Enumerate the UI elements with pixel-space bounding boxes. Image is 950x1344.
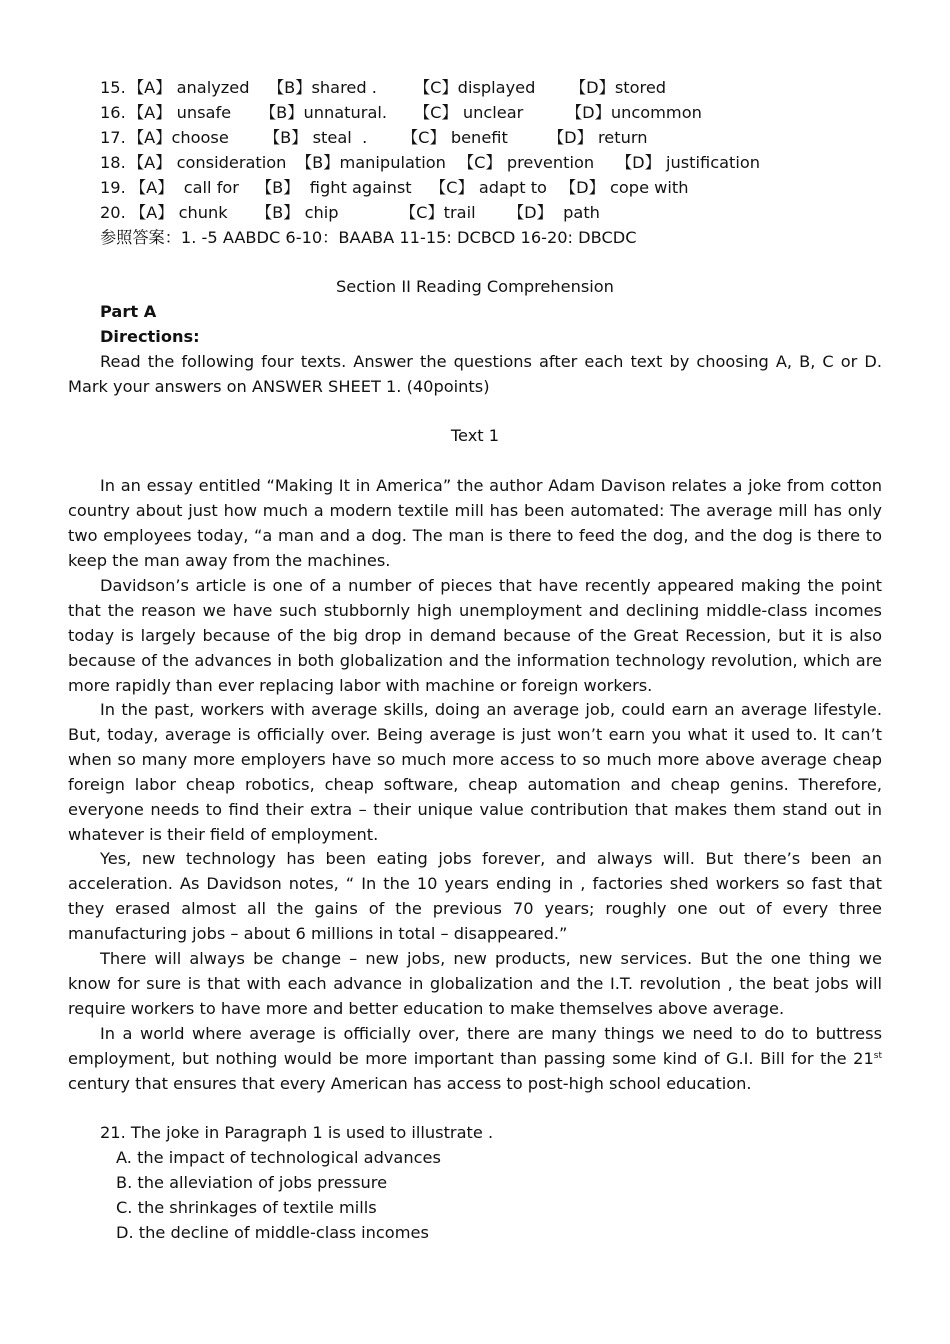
- cloze-option-d: 【D】uncommon: [566, 103, 702, 122]
- cloze-number: 20.: [100, 203, 126, 222]
- cloze-option-a: 【A】 consideration: [128, 153, 287, 172]
- section-title: Section II Reading Comprehension: [336, 277, 614, 296]
- cloze-number: 17.: [100, 128, 126, 147]
- cloze-row-18: [100, 150, 761, 175]
- part-title: Part A: [100, 302, 157, 321]
- cloze-number: 16.: [100, 103, 126, 122]
- cloze-option-a: 【A】 call for: [130, 178, 239, 197]
- passage-paragraph-3: In the past, workers with average skills, doing an average job, could earn an average lifestyle. But, today, average is officially over. Being average is just won’t earn you what it used to. It can’t when so many more employers have so much more access to so much more above average cheap foreign labor cheap robotics, cheap software, cheap automation and cheap genins. Therefore, everyone needs to find their extra – their unique value contribution that makes them stand out in whatever is their field of employment.: [68, 700, 882, 844]
- cloze-option-b: 【B】 fight against: [256, 178, 412, 197]
- passage-paragraph-5: There will always be change – new jobs, new products, new services. But the one thing we know for sure is that with each advance in globalization and the I.T. revolution , the beat jobs will require workers to have more and better education to make themselves above average.: [68, 949, 882, 1018]
- cloze-option-d: 【D】 path: [508, 203, 600, 222]
- text-title: Text 1: [450, 426, 500, 445]
- cloze-option-a: 【A】 analyzed: [128, 78, 250, 97]
- passage-paragraph-1: In an essay entitled “Making It in America” the author Adam Davison relates a joke from cotton country about just how much a modern textile mill has been automated: The average mill has only two employees today, “a man and a dog. The man is there to feed the dog, and the dog is there to keep the man away from the machines.: [68, 476, 882, 570]
- cloze-option-a: 【A】choose: [128, 128, 229, 147]
- cloze-option-a: 【A】 unsafe: [128, 103, 232, 122]
- cloze-option-b: 【B】 steal .: [264, 128, 368, 147]
- cloze-option-b: 【B】unnatural.: [260, 103, 388, 122]
- answer-key: 参照答案：1. -5 AABDC 6-10：BAABA 11-15: DCBCD 16-20: DBCDC: [100, 228, 637, 247]
- cloze-option-c: 【C】trail: [400, 203, 476, 222]
- cloze-option-c: 【C】 prevention: [458, 153, 595, 172]
- question-option-c: C. the shrinkages of textile mills: [116, 1198, 377, 1217]
- cloze-row-17: [100, 125, 648, 150]
- cloze-option-b: 【B】shared .: [268, 78, 377, 97]
- cloze-option-d: 【D】stored: [570, 78, 667, 97]
- passage-paragraph-2: Davidson’s article is one of a number of pieces that have recently appeared making the point that the reason we have such stubbornly high unemployment and declining middle-class incomes today is largely because of the big drop in demand because of the Great Recession, but it is also because of the advances in both globalization and the information technology revolution, which are more rapidly than ever replacing labor with machine or foreign workers.: [68, 576, 882, 695]
- cloze-option-a: 【A】 chunk: [130, 203, 228, 222]
- question-option-b: B. the alleviation of jobs pressure: [116, 1173, 388, 1192]
- cloze-option-d: 【D】 return: [548, 128, 648, 147]
- question-stem: 21. The joke in Paragraph 1 is used to illustrate .: [100, 1123, 494, 1142]
- cloze-option-c: 【C】displayed: [414, 78, 536, 97]
- directions-label: Directions:: [100, 327, 200, 346]
- ordinal-suffix: st: [873, 1051, 882, 1061]
- cloze-number: 15.: [100, 78, 126, 97]
- cloze-number: 19.: [100, 178, 126, 197]
- cloze-option-d: 【D】 cope with: [560, 178, 689, 197]
- cloze-row-20: [100, 200, 600, 225]
- cloze-row-19: [100, 175, 689, 200]
- cloze-option-c: 【C】 benefit: [402, 128, 508, 147]
- paragraph-text: century that ensures that every American has access to post-high school education.: [68, 1074, 752, 1093]
- cloze-option-b: 【B】 chip: [256, 203, 339, 222]
- cloze-number: 18.: [100, 153, 126, 172]
- cloze-option-c: 【C】 adapt to: [430, 178, 547, 197]
- passage-paragraph-4: Yes, new technology has been eating jobs forever, and always will. But there’s been an acceleration. As Davidson notes, “ In the 10 years ending in , factories shed workers so fast that they erased almost all the gains of the previous 70 years; roughly one out of every three manufacturing jobs – about 6 millions in total – disappeared.”: [68, 849, 882, 943]
- cloze-option-c: 【C】 unclear: [414, 103, 524, 122]
- cloze-option-b: 【B】manipulation: [296, 153, 446, 172]
- directions-text: Read the following four texts. Answer the questions after each text by choosing A, B, C or D. Mark your answers on ANSWER SHEET 1. (40points): [68, 352, 882, 396]
- cloze-row-15: [100, 75, 667, 100]
- question-option-d: D. the decline of middle-class incomes: [116, 1223, 429, 1242]
- passage-paragraph-6: [68, 1021, 882, 1096]
- question-option-a: A. the impact of technological advances: [116, 1148, 441, 1167]
- cloze-row-16: [100, 100, 702, 125]
- paragraph-text: In a world where average is officially over, there are many things we need to do to buttress employment, but nothing would be more important than passing some kind of G.I. Bill for the 21: [68, 1024, 882, 1068]
- cloze-option-d: 【D】 justification: [616, 153, 761, 172]
